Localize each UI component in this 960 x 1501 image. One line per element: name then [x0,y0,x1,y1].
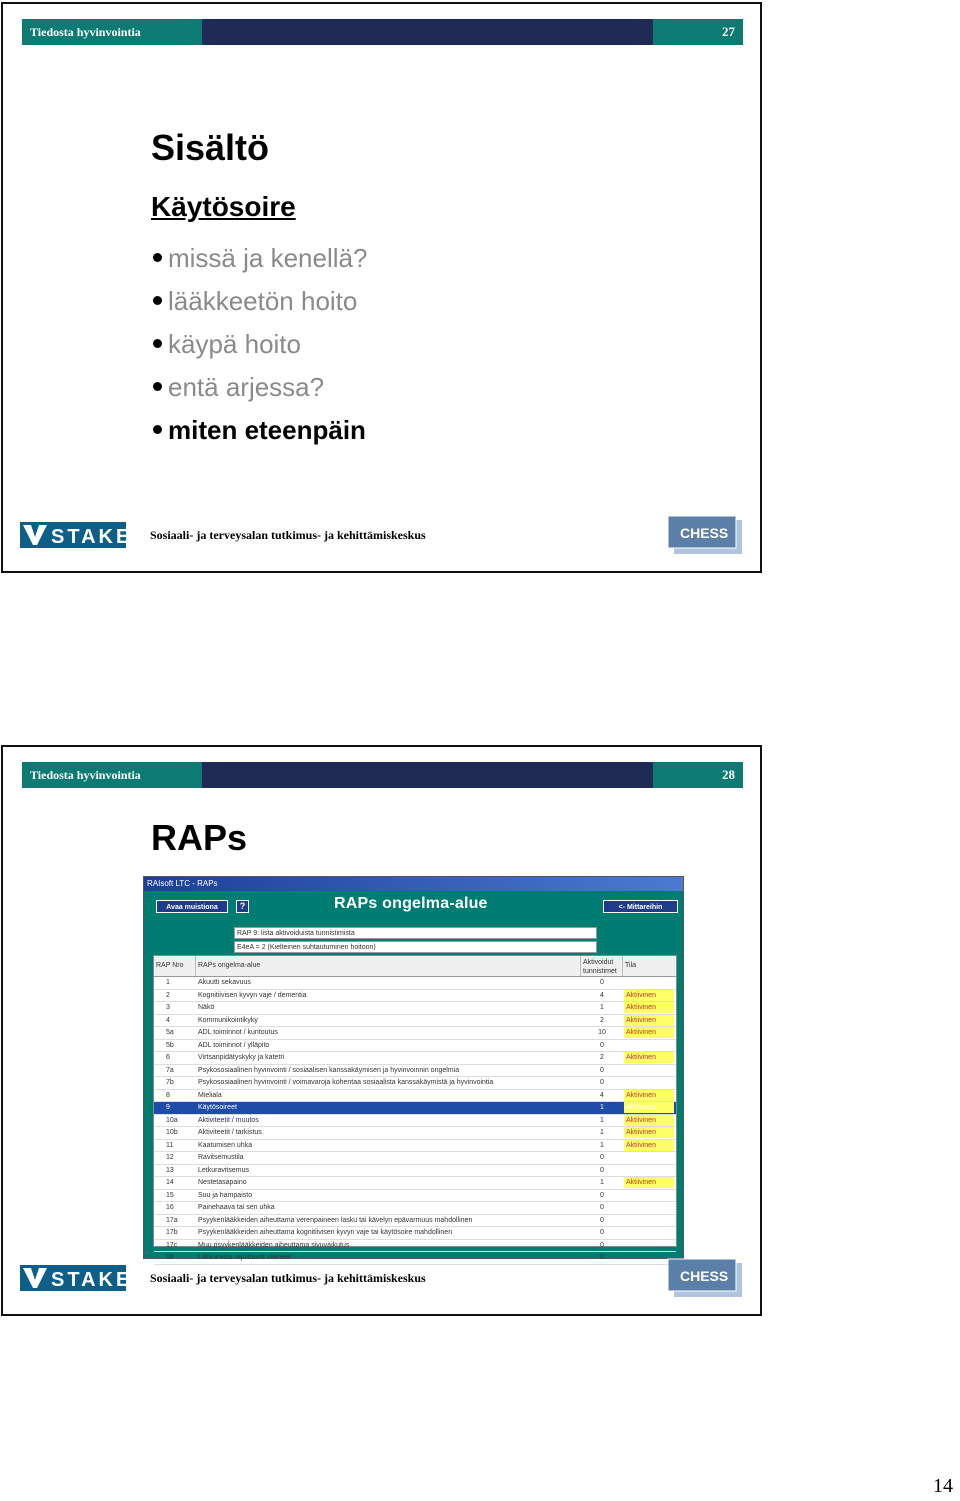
table-row[interactable] [154,1177,676,1190]
rap-number-cell: 14 [166,1179,174,1186]
activated-count-cell: 0 [600,1241,604,1249]
activated-count-cell: 0 [600,1066,604,1074]
activated-count-cell: 1 [600,1179,604,1186]
footer-text: Sosiaali- ja terveysalan tutkimus- ja kehittämiskeskus [150,1271,426,1285]
rap-name-cell: Nestetasapaino [198,1179,247,1186]
info-line: E4eA = 2 (Kielteinen suhtautuminen hoitoon) [234,941,597,953]
status-cell: Aktiivinen [624,1140,674,1151]
rap-number-cell: 12 [166,1154,174,1161]
activated-count-cell: 1 [600,1129,604,1136]
status-cell [624,977,674,988]
rap-name-cell: ADL toiminnot / kuntoutus [198,1029,278,1036]
chess-logo [668,1259,742,1297]
rap-name-cell: Letkuravitsemus [198,1166,249,1174]
slide-header [22,19,743,45]
table-row[interactable] [154,1077,676,1090]
rap-number-cell: 15 [166,1191,174,1199]
status-cell [624,1240,674,1251]
rap-number-cell: 6 [166,1054,170,1061]
table-row[interactable] [154,1052,676,1065]
svg-text:STAKES: STAKES [51,526,149,548]
table-row[interactable] [154,1165,676,1178]
rap-number-cell: 5b [166,1041,174,1049]
column-header-num[interactable]: RAP Nro [154,956,196,976]
activated-count-cell: 2 [600,1054,604,1061]
table-row[interactable] [154,1027,676,1040]
activated-count-cell: 4 [600,1091,604,1099]
stakes-logo [20,1265,149,1291]
table-row[interactable] [154,1190,676,1203]
rap-number-cell: 17a [166,1216,178,1224]
table-row[interactable] [154,1090,676,1103]
status-cell: Aktiivinen [624,1102,674,1113]
rap-name-cell: Kaatumisen uhka [198,1141,253,1149]
bullet-dot-icon [153,382,162,391]
bullet-item: käypä hoito [153,322,367,365]
status-cell [624,1077,674,1088]
table-row[interactable] [154,1015,676,1028]
rap-name-cell: Kommunikointikyky [198,1016,258,1024]
table-row[interactable] [154,1002,676,1015]
rap-number-cell: 7b [166,1079,174,1086]
activated-count-cell: 10 [598,1029,606,1036]
table-row[interactable] [154,977,676,990]
slide-title: Sisältö [151,127,270,168]
activated-count-cell: 0 [600,1041,604,1049]
slide-27 [1,2,762,573]
rap-number-cell: 17b [166,1229,178,1236]
rap-name-cell: Painehaava tai sen uhka [198,1204,275,1211]
rap-number-cell: 3 [166,1004,170,1011]
header-title: Tiedosta hyvinvointia [22,19,202,45]
slide-header [22,762,743,788]
table-body [154,977,676,1265]
status-cell: Aktiivinen [624,990,674,1001]
rap-number-cell: 5a [166,1029,174,1036]
status-cell [624,1202,674,1213]
rap-name-cell: Psyykenlääkkeiden aiheuttama kognitiivisen kyvyn vaje tai käytösoire mahdollinen [198,1229,453,1236]
footer-text: Sosiaali- ja terveysalan tutkimus- ja kehittämiskeskus [150,528,426,542]
column-header-activated[interactable]: Aktivoidut tunnistimet [581,956,623,976]
status-cell [624,1190,674,1201]
slide-footer [20,1259,745,1303]
table-row[interactable] [154,1215,676,1228]
rap-name-cell: Käytösoireet [198,1104,237,1111]
window-titlebar: RAIsoft LTC - RAPs [144,877,683,891]
slide-number: 27 [653,19,743,45]
slide-footer [20,516,745,560]
table-row[interactable] [154,1127,676,1140]
rap-name-cell: Ravitsemustila [198,1154,244,1161]
rap-number-cell: 10a [166,1116,178,1124]
table-row[interactable] [154,990,676,1003]
table-row[interactable] [154,1115,676,1128]
open-notes-button[interactable]: Avaa muistiona [156,900,228,913]
activated-count-cell: 0 [600,1079,604,1086]
status-cell: Aktiivinen [624,1127,674,1138]
stakes-logo [20,522,149,548]
rap-number-cell: 1 [166,979,170,986]
activated-count-cell: 0 [600,1191,604,1199]
header-title: Tiedosta hyvinvointia [22,762,202,788]
status-cell [624,1227,674,1238]
column-header-status[interactable]: Tila [625,962,637,969]
rap-number-cell: 13 [166,1166,174,1174]
bullet-item: lääkkeetön hoito [153,279,367,322]
status-cell [624,1152,674,1163]
activated-count-cell: 1 [600,1004,604,1011]
rap-number-cell: 4 [166,1016,170,1024]
status-cell: Aktiivinen [624,1115,674,1126]
activated-count-cell: 4 [600,991,604,999]
status-cell [624,1165,674,1176]
rap-name-cell: Muu psyykenlääkkeiden aiheuttama sivuvaikutus [198,1241,350,1249]
table-row[interactable] [154,1202,676,1215]
status-cell: Aktiivinen [624,1002,674,1013]
rap-number-cell: 16 [166,1204,174,1211]
svg-text:CHESS: CHESS [680,525,729,541]
activated-count-cell: 1 [600,1141,604,1149]
rap-number-cell: 9 [166,1104,170,1111]
bullet-dot-icon [153,339,162,348]
rap-name-cell: Psyykenlääkkeiden aiheuttama verenpaineen lasku tai kävelyn epävarmuus mahdollinen [198,1216,473,1224]
table-row[interactable] [154,1140,676,1153]
slide-28 [1,745,762,1316]
status-cell: Aktiivinen [624,1090,674,1101]
activated-count-cell: 0 [600,1154,604,1161]
rap-number-cell: 10b [166,1129,178,1136]
svg-text:CHESS: CHESS [680,1268,729,1284]
slide-title: RAPs [151,817,248,858]
slide-number: 28 [653,762,743,788]
activated-count-cell: 0 [600,1216,604,1224]
page-number: 14 [933,1475,953,1497]
bullet-item: entä arjessa? [153,365,367,408]
bullet-list [153,236,367,451]
activated-count-cell: 0 [600,1166,604,1174]
rap-name-cell: Näkö [198,1004,215,1011]
rap-name-cell: Akuutti sekavuus [198,979,251,986]
rap-name-cell: Aktiviteetit / tarkistus [198,1129,262,1136]
back-to-meters-button[interactable]: <- Mittareihin [603,900,678,913]
rap-name-cell: Suu ja hampaisto [198,1191,253,1199]
subheading: Käytösoire [151,191,296,222]
bullet-item: miten eteenpäin [153,408,367,451]
status-cell: Aktiivinen [624,1177,674,1188]
svg-text:STAKES: STAKES [51,1269,149,1291]
bullet-dot-icon [153,425,162,434]
status-cell [624,1065,674,1076]
rap-number-cell: 11 [166,1141,174,1149]
status-cell [624,1040,674,1051]
status-cell [624,1215,674,1226]
table-header [154,956,676,977]
bullet-dot-icon [153,296,162,305]
table-row[interactable] [154,1227,676,1240]
raps-window [143,876,684,1259]
rap-name-cell: Virtsanpidätyskyky ja katetri [198,1054,285,1061]
bullet-dot-icon [153,253,162,262]
raps-table [153,955,677,1261]
activated-count-cell: 0 [600,979,604,986]
column-header-name[interactable]: RAPs ongelma-alue [196,956,581,976]
rap-name-cell: Kognitiivisen kyvyn vaje / dementia [198,991,307,999]
rap-name-cell: Liikkumista rajoittavat välineet [198,1254,291,1261]
rap-name-cell: ADL toiminnot / ylläpito [198,1041,270,1049]
table-row[interactable] [154,1152,676,1165]
raps-heading: RAPs ongelma-alue [334,895,488,912]
rap-number-cell: 18 [166,1254,174,1261]
info-line: RAP 9: lista aktivoiduista tunnistimista [234,927,597,939]
status-cell: Aktiivinen [624,1015,674,1026]
rap-name-cell: Psykososiaalinen hyvinvointi / voimavaroja kohentaa sosiaalista kanssakäymistä ja hyvinvointia [198,1079,494,1086]
table-row[interactable] [154,1065,676,1078]
table-row[interactable] [154,1040,676,1053]
activated-count-cell: 1 [600,1104,604,1111]
status-cell: Aktiivinen [624,1027,674,1038]
table-row[interactable] [154,1102,676,1115]
activated-count-cell: 2 [600,1016,604,1024]
rap-name-cell: Aktiviteetit / muutos [198,1116,259,1124]
rap-name-cell: Psykososiaalinen hyvinvointi / sosiaalisen kanssakäymisen ja hyvinvoinnin ongelmia [198,1066,460,1074]
rap-number-cell: 2 [166,991,170,999]
chess-logo [668,516,742,554]
table-row[interactable] [154,1240,676,1253]
rap-number-cell: 8 [166,1091,170,1099]
rap-number-cell: 17c [166,1241,178,1249]
rap-name-cell: Mieliala [198,1091,222,1099]
activated-count-cell: 1 [600,1116,604,1124]
status-cell: Aktiivinen [624,1052,674,1063]
activated-count-cell: 0 [600,1229,604,1236]
bullet-item: missä ja kenellä? [153,236,367,279]
rap-number-cell: 7a [166,1066,174,1074]
activated-count-cell: 0 [600,1204,604,1211]
help-button[interactable]: ? [236,900,249,913]
activated-count-cell: 0 [600,1254,604,1261]
